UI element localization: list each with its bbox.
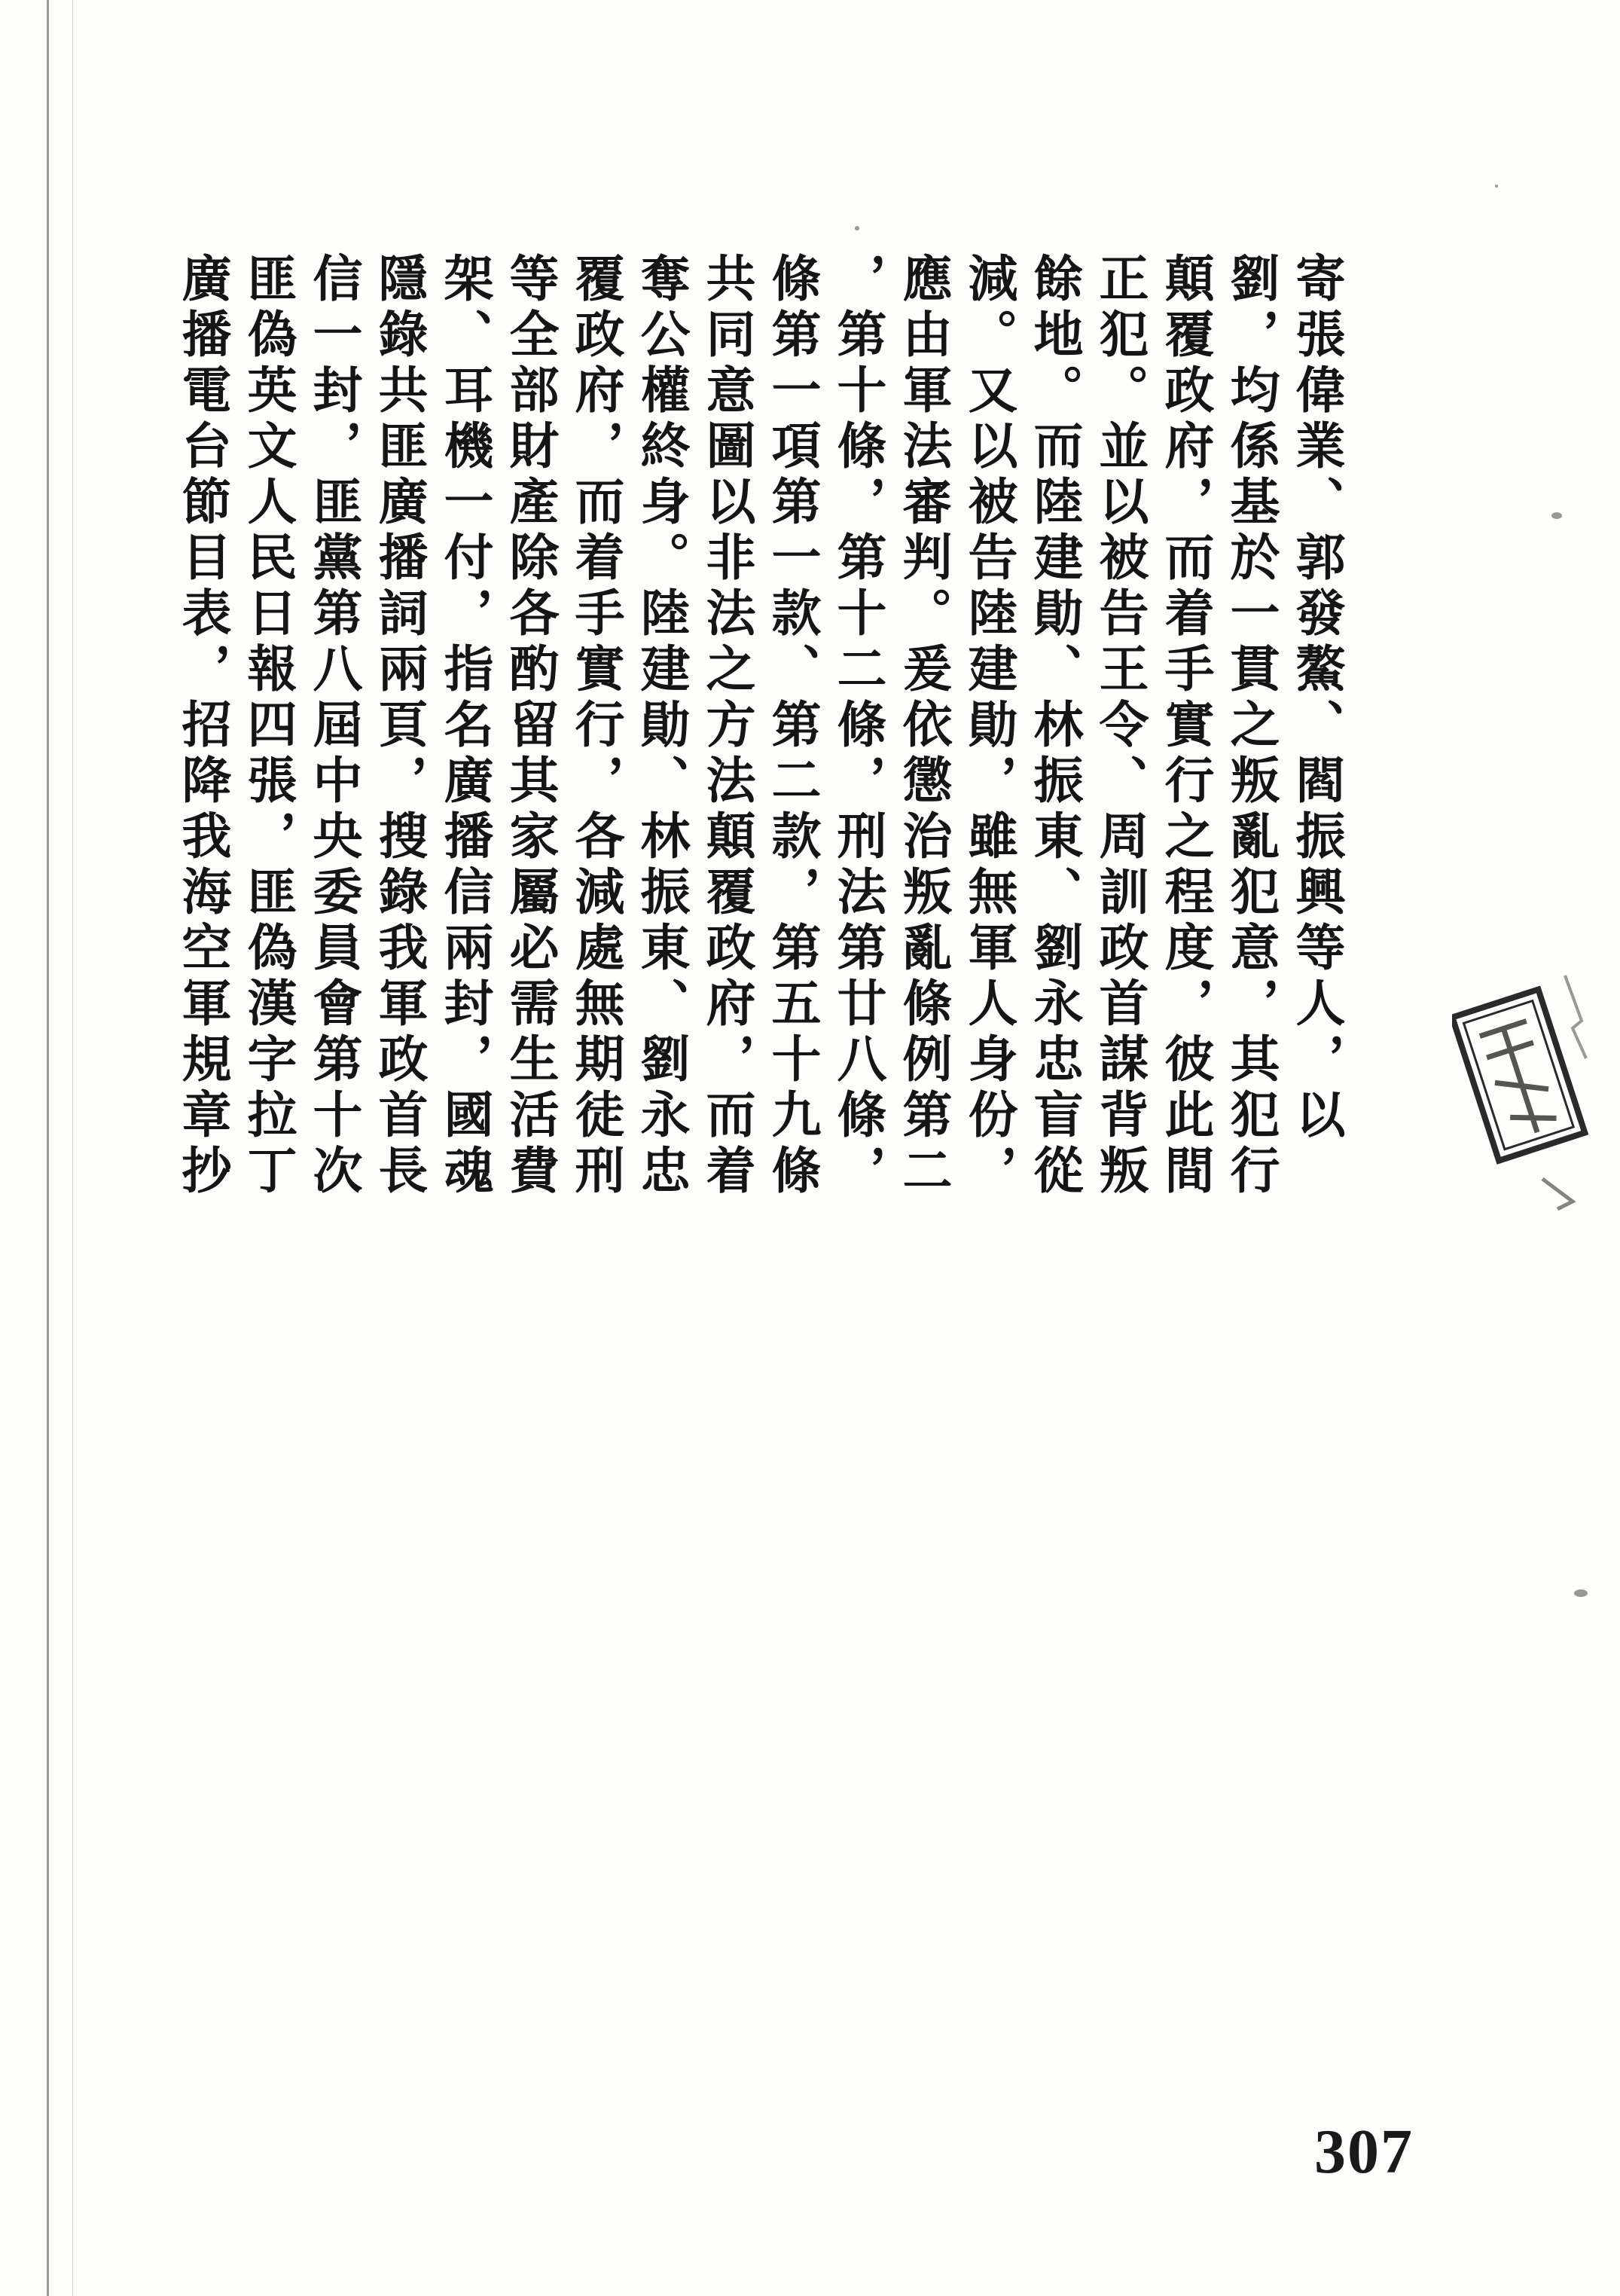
text-column-13: 等全部財產除各酌留其家屬必需生活費	[501, 252, 560, 1200]
text-column-10: 共同意圖以非法之方法顛覆政府，而着	[697, 252, 756, 1200]
text-column-11: 奪公權終身。陸建勛、林振東、劉永忠	[632, 252, 691, 1200]
seal-stamp	[1452, 953, 1595, 1224]
text-column-1: 寄張偉業、郭發鰲、閻振興等人，以	[1287, 252, 1346, 1144]
text-column-7: 應由軍法審判。爰依懲治叛亂條例第二	[894, 252, 953, 1200]
text-column-6: 減。又以被告陸建勛，雖無軍人身份，	[959, 252, 1018, 1200]
text-column-15: 隱錄共匪廣播詞兩頁，搜錄我軍政首長	[370, 252, 429, 1200]
page-number: 307	[1314, 2117, 1414, 2187]
text-column-14: 架、耳機一付，指名廣播信兩封，國魂	[435, 252, 494, 1200]
text-column-3: 顛覆政府，而着手實行之程度，彼此間	[1156, 252, 1215, 1200]
text-column-8: ，第十條，第十二條，刑法第廿八條，	[828, 252, 887, 1200]
text-column-4: 正犯。並以被告王令、周訓政首謀背叛	[1091, 252, 1149, 1200]
binding-edge-line	[47, 0, 49, 2296]
vertical-text-block	[105, 252, 1348, 2000]
text-column-2: 劉，均係基於一貫之叛亂犯意，其犯行	[1222, 252, 1280, 1200]
text-column-18: 廣播電台節目表，招降我海空軍規章抄	[173, 252, 232, 1200]
ink-speck	[1574, 1589, 1588, 1597]
ink-speck	[1551, 512, 1562, 519]
text-column-5: 餘地。而陸建勛、林振東、劉永忠盲從	[1025, 252, 1084, 1200]
binding-edge-line-faint	[72, 0, 73, 2296]
text-column-9: 條第一項第一款、第二款，第五十九條	[763, 252, 822, 1200]
text-column-12: 覆政府，而着手實行，各減處無期徒刑	[566, 252, 625, 1200]
text-column-17: 匪偽英文人民日報四張，匪偽漢字拉丁	[239, 252, 297, 1200]
ink-speck	[855, 226, 859, 231]
ink-speck	[1495, 185, 1498, 188]
text-column-16: 信一封，匪黨第八屆中央委員會第十次	[304, 252, 363, 1200]
